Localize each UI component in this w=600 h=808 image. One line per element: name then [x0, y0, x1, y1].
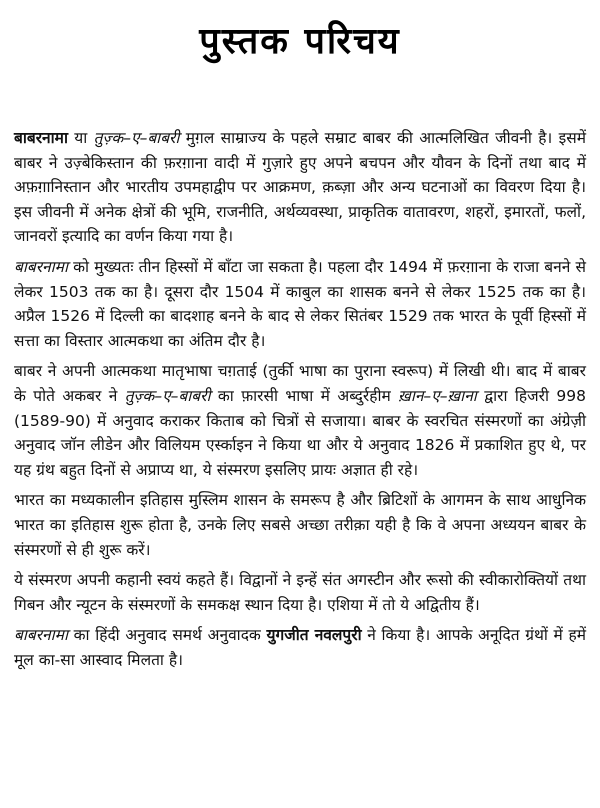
- text-segment: का फ़ारसी भाषा में अब्दुर्रहीम: [210, 386, 399, 405]
- text-segment: ने किया है। आपके अनूदित ग्रंथों में हमें मूल का-सा आस्वाद मिलता है।: [14, 626, 586, 669]
- text-segment: को मुख्यतः तीन हिस्सों में बाँटा जा सकता है। पहला दौर 1494 में फ़रग़ाना के राजा बनने से लेकर 1503 तक का है। दूसरा दौर 1504 में काबुल का शासक बनने से लेकर 1525 तक का है। अप्रैल 1526 में दिल्ली का बादशाह बनने के बाद से लेकर सितंबर 1529 तक भारत के पूर्वी हिस्सों में सत्ता का विस्तार आत्मकथा का अंतिम दौर है।: [14, 257, 586, 350]
- text-segment: भारत का मध्यकालीन इतिहास मुस्लिम शासन के समरूप है और ब्रिटिशों के आगमन के साथ आधुनिक भारत का इतिहास शुरू होता है, उनके लिए सबसे अच्छा तरीक़ा यही है कि वे अपना अध्ययन बाबर के संस्मरणों से ही शुरू करें।: [14, 491, 586, 559]
- person-title-italic: ख़ान–ए–ख़ाना: [398, 386, 477, 405]
- book-name-italic: बाबरनामा: [14, 257, 68, 276]
- text-segment: या: [67, 129, 94, 147]
- page-title: पुस्तक परिचय: [199, 21, 401, 62]
- paragraph-5: [14, 568, 586, 617]
- paragraph-1: [14, 126, 586, 249]
- text-segment: द्वारा हिजरी 998 (1589-90) में अनुवाद कराकर किताब को चित्रों से सजाया। बाबर के स्वरचित संस्मरणों का अंग्रेज़ी अनुवाद जॉन लीडेन और विलियम एर्स्काइन ने किया था और ये अनुवाद 1826 में प्रकाशित हुए थे, पर यह ग्रंथ बहुत दिनों से अप्राप्य था, ये संस्मरण इसलिए प्रायः अज्ञात ही रहे।: [14, 386, 586, 479]
- paragraph-2: [14, 255, 586, 353]
- text-segment: मुग़ल साम्राज्य के पहले सम्राट बाबर की आत्मलिखित जीवनी है। इसमें बाबर ने उज़्बेकिस्तान की फ़रग़ाना वादी में गुज़ारे हुए अपने बचपन और यौवन के दिनों तथा बाद में अफ़ग़ानिस्तान और भारतीय उपमहाद्वीप पर आक्रमण, क़ब्ज़ा और अन्य घटनाओं का विवरण दिया है। इस जीवनी में अनेक क्षेत्रों की भूमि, राजनीति, अर्थव्यवस्था, प्राकृतिक वातावरण, शहरों, इमारतों, फलों, जानवरों इत्यादि का वर्णन किया गया है।: [14, 129, 587, 246]
- paragraph-6: [14, 623, 586, 672]
- paragraph-3: [14, 359, 586, 482]
- book-name-italic: तुज़्क–ए–बाबरी: [124, 386, 211, 405]
- text-segment: बाबर ने अपनी आत्मकथा मातृभाषा चग़ताई (तुर्की भाषा का पुराना स्वरूप) में लिखी थी। बाद में बाबर के पोते अकबर ने: [14, 362, 586, 405]
- text-segment: का हिंदी अनुवाद समर्थ अनुवादक: [67, 626, 267, 645]
- translator-name-bold: युगजीत नवलपुरी: [266, 626, 362, 645]
- book-name-italic: तुज़्क–ए–बाबरी: [93, 129, 180, 147]
- book-name-italic: बाबरनामा: [14, 626, 68, 645]
- text-segment: ये संस्मरण अपनी कहानी स्वयं कहते हैं। विद्वानों ने इन्हें संत अगस्टीन और रूसो की स्वीकारोक्तियों तथा गिबन और न्यूटन के संस्मरणों के समकक्ष स्थान दिया है। एशिया में तो ये अद्वितीय हैं।: [14, 571, 586, 614]
- book-name-bold: बाबरनामा: [14, 129, 68, 147]
- paragraph-4: [14, 488, 586, 562]
